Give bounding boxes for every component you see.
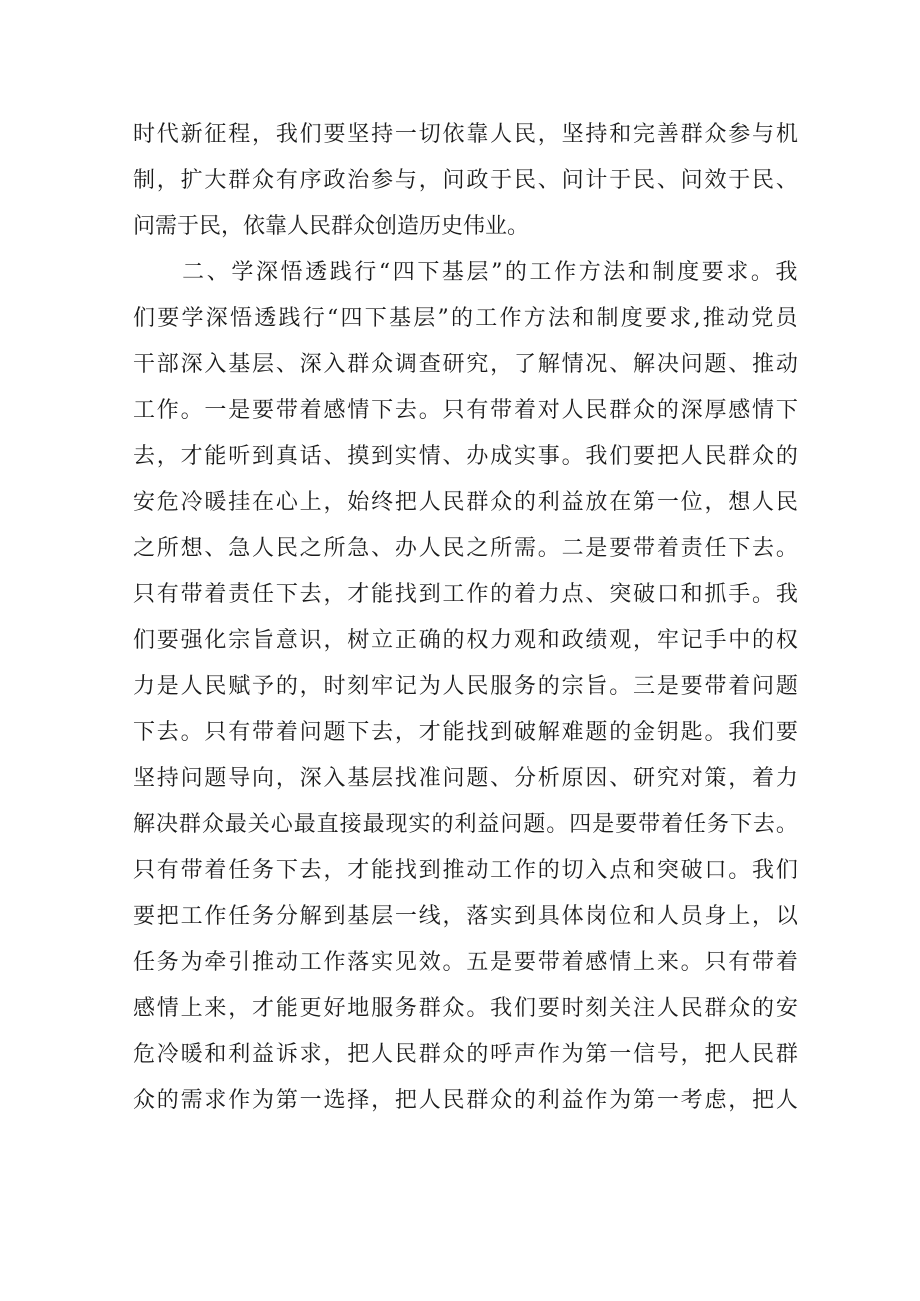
text-line [133, 1124, 798, 1170]
text-line: 制，扩大群众有序政治参与，问政于民、问计于民、问效于民、 [133, 168, 800, 193]
text-line: 安危冷暖挂在心上，始终把人民群众的利益放在第一位，想人民 [133, 490, 800, 515]
text-line: 们要学深悟透践行“四下基层”的工作方法和制度要求,推动党员 [133, 306, 800, 331]
text-line: 之所想、急人民之所急、办人民之所需。二是要带着责任下去。 [133, 536, 800, 561]
text-line: 问需于民，依靠人民群众创造历史伟业。 [133, 214, 530, 239]
text-line: 只有带着责任下去，才能找到工作的着力点、突破口和抓手。我 [133, 582, 800, 607]
text-line: 二、学深悟透践行“四下基层”的工作方法和制度要求。我 [133, 260, 801, 285]
text-line: 要把工作任务分解到基层一线，落实到具体岗位和人员身上，以 [133, 904, 800, 929]
text-line: 力是人民赋予的，时刻牢记为人民服务的宗旨。三是要带着问题 [133, 674, 800, 699]
body-text [133, 112, 801, 1262]
text-line: 感情上来，才能更好地服务群众。我们要时刻关注人民群众的安 [133, 996, 800, 1021]
text-line: 时代新征程，我们要坚持一切依靠人民，坚持和完善群众参与机 [133, 122, 800, 147]
text-line: 坚持问题导向，深入基层找准问题、分析原因、研究对策，着力 [133, 766, 800, 791]
text-line: 众的需求作为第一选择，把人民群众的利益作为第一考虑，把人 [133, 1088, 800, 1113]
text-line: 只有带着任务下去，才能找到推动工作的切入点和突破口。我们 [133, 858, 800, 883]
text-line: 去，才能听到真话、摸到实情、办成实事。我们要把人民群众的 [133, 444, 800, 469]
paragraph-1 [133, 112, 798, 250]
text-line: 工作。一是要带着感情下去。只有带着对人民群众的深厚感情下 [133, 398, 800, 423]
text-line: 危冷暖和利益诉求，把人民群众的呼声作为第一信号，把人民群 [133, 1042, 800, 1067]
text-line [133, 1170, 798, 1216]
text-line [133, 1216, 798, 1262]
text-line: 干部深入基层、深入群众调查研究，了解情况、解决问题、推动 [133, 352, 800, 377]
text-line: 解决群众最关心最直接最现实的利益问题。四是要带着任务下去。 [133, 812, 799, 837]
text-line: 们要强化宗旨意识，树立正确的权力观和政绩观，牢记手中的权 [133, 628, 800, 653]
text-line: 任务为牵引推动工作落实见效。五是要带着感情上来。只有带着 [133, 950, 800, 975]
paragraph-2 [133, 250, 801, 1262]
text-line: 下去。只有带着问题下去，才能找到破解难题的金钥匙。我们要 [133, 720, 800, 745]
